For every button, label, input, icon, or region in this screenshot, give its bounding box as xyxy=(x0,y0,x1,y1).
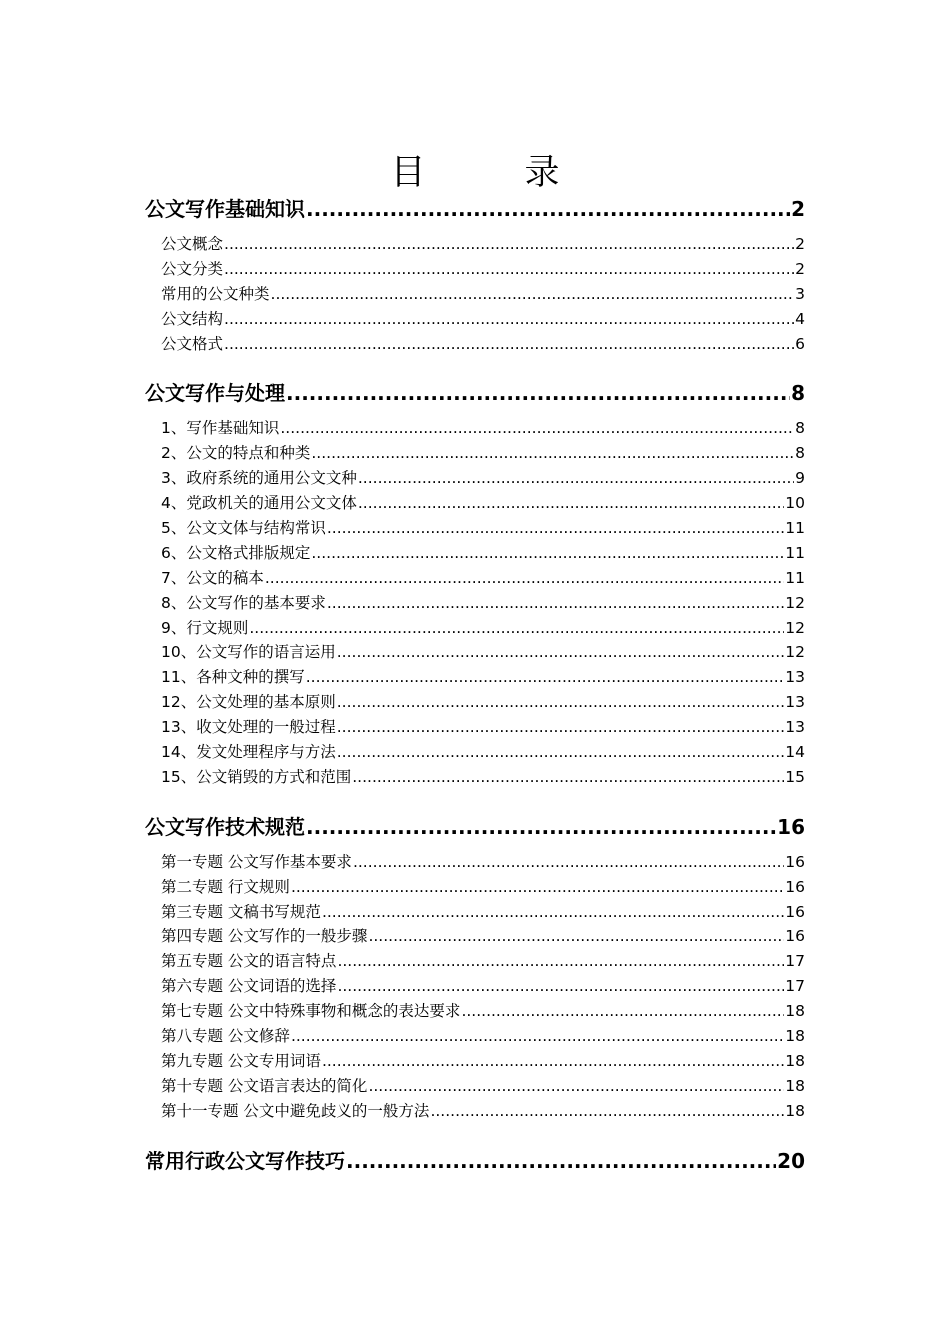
toc-entry[interactable] xyxy=(161,466,805,491)
toc-entry-page-number: 17 xyxy=(785,952,805,971)
toc-sublist xyxy=(145,416,805,789)
dot-leader xyxy=(353,850,784,875)
toc-entry-label: 1、写作基础知识 xyxy=(161,419,280,438)
toc-entry[interactable] xyxy=(161,715,805,740)
table-of-contents xyxy=(145,193,805,1177)
toc-entry[interactable] xyxy=(161,1099,805,1124)
toc-entry-page-number: 16 xyxy=(785,852,805,871)
toc-entry-label: 3、政府系统的通用公文文种 xyxy=(161,469,357,488)
dot-leader xyxy=(327,516,784,541)
dot-leader xyxy=(337,715,785,740)
toc-entry-page-number: 14 xyxy=(785,743,805,762)
dot-leader xyxy=(306,665,785,690)
dot-leader xyxy=(352,765,784,790)
toc-entry-page-number: 18 xyxy=(785,1101,805,1120)
toc-heading-page-number: 8 xyxy=(791,381,805,406)
dot-leader xyxy=(306,193,790,225)
dot-leader xyxy=(358,466,794,491)
toc-entry-page-number: 18 xyxy=(785,1051,805,1070)
dot-leader xyxy=(224,257,794,282)
toc-entry[interactable] xyxy=(161,665,805,690)
toc-entry-label: 第五专题 公文的语言特点 xyxy=(161,952,337,971)
toc-entry[interactable] xyxy=(161,900,805,925)
toc-section xyxy=(145,193,805,377)
dot-leader xyxy=(265,566,784,591)
toc-entry-page-number: 8 xyxy=(795,444,805,463)
dot-leader xyxy=(291,1024,784,1049)
toc-entry-page-number: 13 xyxy=(785,668,805,687)
toc-entry-label: 第二专题 行文规则 xyxy=(161,877,290,896)
dot-leader xyxy=(337,740,785,765)
toc-entry[interactable] xyxy=(161,282,805,307)
toc-entry-page-number: 17 xyxy=(785,977,805,996)
section-spacer xyxy=(145,1124,805,1145)
toc-entry-page-number: 12 xyxy=(785,618,805,637)
toc-entry[interactable] xyxy=(161,999,805,1024)
toc-heading-page-number: 2 xyxy=(791,197,805,221)
dot-leader xyxy=(322,1049,784,1074)
dot-leader xyxy=(224,332,794,357)
toc-entry-label: 第六专题 公文词语的选择 xyxy=(161,977,337,996)
dot-leader xyxy=(337,690,785,715)
toc-entry-label: 第三专题 文稿书写规范 xyxy=(161,902,321,921)
dot-leader xyxy=(430,1099,784,1124)
toc-entry[interactable] xyxy=(161,591,805,616)
toc-entry-page-number: 18 xyxy=(785,1002,805,1021)
toc-entry-page-number: 12 xyxy=(785,643,805,662)
toc-heading-entry[interactable] xyxy=(145,377,805,409)
dot-leader xyxy=(311,441,794,466)
toc-entry-page-number: 16 xyxy=(785,902,805,921)
toc-entry[interactable] xyxy=(161,875,805,900)
toc-entry-label: 公文分类 xyxy=(161,259,224,278)
dot-leader xyxy=(337,640,785,665)
dot-leader xyxy=(337,974,784,999)
dot-leader xyxy=(327,591,784,616)
toc-entry[interactable] xyxy=(161,616,805,641)
dot-leader xyxy=(291,875,784,900)
toc-entry[interactable] xyxy=(161,491,805,516)
toc-section xyxy=(145,377,805,810)
toc-entry-page-number: 2 xyxy=(795,235,805,253)
dot-leader xyxy=(271,282,795,307)
dot-leader xyxy=(224,232,794,257)
toc-heading-label: 常用行政公文写作技巧 xyxy=(145,1148,345,1173)
dot-leader xyxy=(280,416,794,441)
toc-entry-label: 第七专题 公文中特殊事物和概念的表达要求 xyxy=(161,1002,461,1021)
toc-entry-page-number: 15 xyxy=(785,767,805,786)
toc-entry[interactable] xyxy=(161,850,805,875)
toc-entry-label: 8、公文写作的基本要求 xyxy=(161,593,326,612)
toc-entry[interactable] xyxy=(161,441,805,466)
dot-leader xyxy=(368,1074,784,1099)
toc-entry-label: 第十专题 公文语言表达的简化 xyxy=(161,1076,368,1095)
toc-heading-label: 公文写作技术规范 xyxy=(145,814,305,839)
toc-entry-label: 第十一专题 公文中避免歧义的一般方法 xyxy=(161,1101,430,1120)
toc-heading-label: 公文写作基础知识 xyxy=(145,197,305,221)
toc-entry[interactable] xyxy=(161,1074,805,1099)
toc-entry[interactable] xyxy=(161,307,805,332)
toc-entry[interactable] xyxy=(161,740,805,765)
toc-entry-page-number: 11 xyxy=(785,568,805,587)
toc-heading-page-number: 20 xyxy=(777,1148,805,1173)
toc-section xyxy=(145,811,805,1145)
dot-leader xyxy=(461,999,784,1024)
dot-leader xyxy=(322,900,784,925)
toc-entry[interactable] xyxy=(161,974,805,999)
toc-entry[interactable] xyxy=(161,232,805,257)
toc-entry-page-number: 11 xyxy=(785,519,805,538)
toc-entry-label: 第一专题 公文写作基本要求 xyxy=(161,852,352,871)
toc-title: 目 录 xyxy=(390,153,592,194)
dot-leader xyxy=(346,1145,776,1177)
toc-entry-label: 4、党政机关的通用公文文体 xyxy=(161,494,357,513)
toc-entry-label: 第四专题 公文写作的一般步骤 xyxy=(161,927,368,946)
toc-heading-entry[interactable] xyxy=(145,193,805,225)
toc-entry[interactable] xyxy=(161,1024,805,1049)
toc-entry[interactable] xyxy=(161,949,805,974)
toc-entry[interactable] xyxy=(161,332,805,357)
toc-entry[interactable] xyxy=(161,416,805,441)
toc-entry-label: 15、公文销毁的方式和范围 xyxy=(161,767,352,786)
toc-entry[interactable] xyxy=(161,541,805,566)
toc-entry-label: 第九专题 公文专用词语 xyxy=(161,1051,321,1070)
dot-leader xyxy=(286,377,790,409)
toc-entry[interactable] xyxy=(161,640,805,665)
toc-sublist xyxy=(145,850,805,1124)
toc-entry-label: 10、公文写作的语言运用 xyxy=(161,643,336,662)
dot-leader xyxy=(249,616,784,641)
toc-section xyxy=(145,1145,805,1177)
toc-entry-label: 13、收文处理的一般过程 xyxy=(161,718,336,737)
toc-entry-page-number: 9 xyxy=(795,469,805,488)
toc-entry-label: 第八专题 公文修辞 xyxy=(161,1027,290,1046)
toc-entry-page-number: 18 xyxy=(785,1076,805,1095)
toc-entry-page-number: 8 xyxy=(795,419,805,438)
toc-entry-label: 公文概念 xyxy=(161,235,224,253)
toc-heading-page-number: 16 xyxy=(777,814,805,839)
toc-entry-page-number: 13 xyxy=(785,718,805,737)
dot-leader xyxy=(311,541,784,566)
toc-entry-label: 11、各种文种的撰写 xyxy=(161,668,305,687)
dot-leader xyxy=(368,924,784,949)
toc-entry-page-number: 18 xyxy=(785,1027,805,1046)
toc-entry[interactable] xyxy=(161,566,805,591)
toc-entry-label: 公文格式 xyxy=(161,334,224,353)
toc-entry-page-number: 16 xyxy=(785,927,805,946)
toc-entry[interactable] xyxy=(161,924,805,949)
toc-entry[interactable] xyxy=(161,1049,805,1074)
toc-entry[interactable] xyxy=(161,690,805,715)
toc-entry-label: 14、发文处理程序与方法 xyxy=(161,743,336,762)
toc-entry-page-number: 3 xyxy=(795,284,805,303)
section-spacer xyxy=(145,356,805,377)
toc-entry-label: 6、公文格式排版规定 xyxy=(161,543,311,562)
dot-leader xyxy=(306,811,776,843)
toc-entry-label: 9、行文规则 xyxy=(161,618,249,637)
toc-heading-entry[interactable] xyxy=(145,1145,805,1177)
toc-entry-page-number: 12 xyxy=(785,593,805,612)
toc-entry-page-number: 6 xyxy=(795,334,805,353)
toc-entry-page-number: 13 xyxy=(785,693,805,712)
toc-entry-page-number: 10 xyxy=(785,494,805,513)
toc-heading-entry[interactable] xyxy=(145,811,805,843)
section-spacer xyxy=(145,790,805,811)
toc-heading-label: 公文写作与处理 xyxy=(145,381,285,406)
toc-entry[interactable] xyxy=(161,257,805,282)
toc-entry-page-number: 16 xyxy=(785,877,805,896)
toc-entry[interactable] xyxy=(161,516,805,541)
toc-entry-label: 常用的公文种类 xyxy=(161,284,270,303)
dot-leader xyxy=(358,491,784,516)
dot-leader xyxy=(224,307,794,332)
toc-entry[interactable] xyxy=(161,765,805,790)
toc-entry-page-number: 2 xyxy=(795,259,805,278)
toc-entry-label: 7、公文的稿本 xyxy=(161,568,264,587)
dot-leader xyxy=(337,949,784,974)
toc-entry-label: 2、公文的特点和种类 xyxy=(161,444,311,463)
toc-entry-label: 5、公文文体与结构常识 xyxy=(161,519,326,538)
toc-entry-page-number: 11 xyxy=(785,543,805,562)
toc-entry-page-number: 4 xyxy=(795,309,805,328)
toc-entry-label: 公文结构 xyxy=(161,309,224,328)
toc-sublist xyxy=(145,232,805,356)
toc-entry-label: 12、公文处理的基本原则 xyxy=(161,693,336,712)
